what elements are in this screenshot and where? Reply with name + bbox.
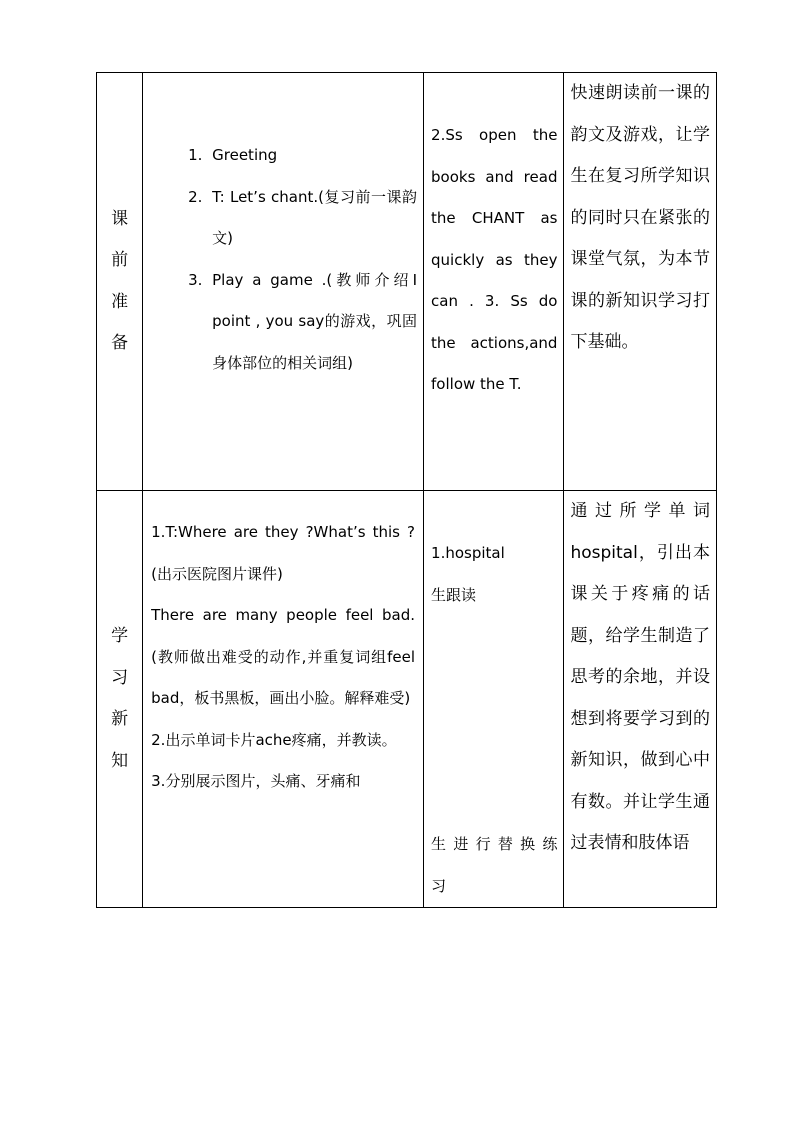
- table-row-new-knowledge: [97, 491, 717, 908]
- item-number: 3.: [188, 270, 203, 289]
- activity-paragraph: There are many people feel bad.(教师做出难受的动作,并重复词组feel bad，板书黑板，画出小脸。解释难受): [151, 606, 416, 707]
- stage-char: 备: [111, 333, 129, 353]
- item-text: Greeting: [212, 146, 278, 164]
- student-activity-cell: [424, 491, 564, 908]
- student-activity-text: 2.Ss open the books and read the CHANT as quickly as they can . 3. Ss do the actions,and follow the T.: [431, 126, 558, 393]
- lesson-plan-table: [96, 72, 717, 908]
- item-number: 1.: [188, 146, 203, 164]
- item-text: T: Let’s chant.(复习前一课韵文): [212, 187, 418, 247]
- purpose-text: 通过所学单词hospital，引出本课关于疼痛的话题，给学生制造了思考的余地，并设想到将要学习到的新知识，做到心中有数。并让学生通过表情和肢体语: [570, 501, 710, 853]
- purpose-cell: [564, 73, 717, 491]
- table-row-preparation: [97, 73, 717, 491]
- activity-paragraph: 1.T:Where are they ?What’s this ?(出示医院图片课件): [151, 523, 416, 583]
- student-practice-text: [431, 824, 557, 907]
- activity-paragraph: 3.分别展示图片，头痛、牙痛和: [151, 772, 361, 790]
- stage-char: 习: [111, 667, 129, 688]
- activity-item: [188, 177, 417, 260]
- item-number: 2.: [188, 187, 203, 206]
- activity-item: [188, 260, 417, 385]
- stage-char: 准: [111, 291, 129, 312]
- stage-char: 前: [111, 250, 129, 270]
- stage-char: 学: [111, 626, 129, 646]
- purpose-cell: [564, 491, 717, 908]
- stage-char: 课: [111, 208, 129, 229]
- activity-paragraph: 2.出示单词卡片ache疼痛，并教读。: [151, 730, 397, 749]
- teacher-activity-cell: [143, 491, 424, 908]
- stage-cell-new-knowledge: [97, 491, 143, 908]
- student-activity-line: 生跟读: [431, 585, 477, 604]
- stage-char: 新: [111, 709, 129, 729]
- student-activity-cell: [424, 73, 564, 491]
- item-text: Play a game .(教师介绍I point , you say的游戏，巩固身体部位的相关词组): [212, 270, 418, 372]
- student-activity-line: 习: [431, 876, 447, 895]
- stage-char: 知: [111, 750, 129, 771]
- student-activity-line: 1.hospital: [431, 544, 505, 562]
- activity-item: [188, 135, 417, 177]
- stage-cell-preparation: [97, 73, 143, 491]
- teacher-activity-cell: [143, 73, 424, 491]
- purpose-text: 快速朗读前一课的韵文及游戏，让学生在复习所学知识的同时只在紧张的课堂气氛，为本节课的新知识学习打下基础。: [570, 83, 710, 352]
- student-activity-line: 生进行替换练: [431, 835, 558, 853]
